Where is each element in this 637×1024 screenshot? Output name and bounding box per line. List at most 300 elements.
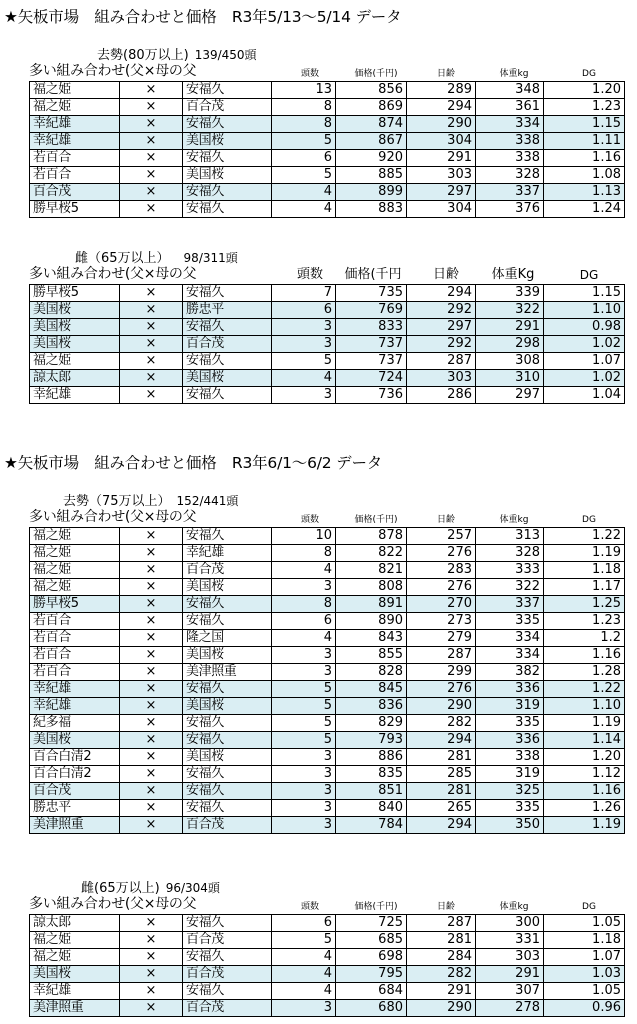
dg-cell: 1.18: [544, 932, 625, 949]
heads-cell: 5: [272, 732, 336, 749]
sire-cell: 勝忠平: [30, 800, 120, 817]
combo-header: 多い組み合わせ(父×母の父: [29, 63, 197, 79]
combo-table: [29, 914, 625, 1017]
dg-cell: 1.03: [544, 966, 625, 983]
dg-cell: 1.12: [544, 766, 625, 783]
heads-cell: 8: [272, 596, 336, 613]
sire-cell: 福之姫: [30, 562, 120, 579]
table-row: [30, 630, 625, 647]
dg-cell: 1.2: [544, 630, 625, 647]
heads-cell: 4: [272, 966, 336, 983]
price-cell: 793: [336, 732, 407, 749]
dam-sire-cell: 安福久: [183, 82, 272, 99]
heads-cell: 3: [272, 319, 336, 336]
cross-cell: ×: [120, 528, 183, 545]
sire-cell: 美津照重: [30, 817, 120, 834]
sire-cell: 美国桜: [30, 302, 120, 319]
cross-cell: ×: [120, 562, 183, 579]
heads-header: 頭数: [296, 267, 323, 282]
dg-cell: 1.19: [544, 545, 625, 562]
dam-sire-cell: 美国桜: [183, 370, 272, 387]
heads-cell: 8: [272, 545, 336, 562]
dg-header: DG: [582, 69, 596, 79]
price-cell: 878: [336, 528, 407, 545]
cross-cell: ×: [120, 1000, 183, 1017]
heads-cell: 3: [272, 783, 336, 800]
price-cell: 737: [336, 336, 407, 353]
table-row: [30, 579, 625, 596]
dg-cell: 1.16: [544, 783, 625, 800]
price-cell: 840: [336, 800, 407, 817]
sire-cell: 若百合: [30, 630, 120, 647]
weight-cell: 319: [476, 698, 544, 715]
heads-cell: 6: [272, 915, 336, 932]
cross-cell: ×: [120, 353, 183, 370]
weight-cell: 376: [476, 201, 544, 218]
weight-cell: 334: [476, 647, 544, 664]
dg-cell: 1.07: [544, 353, 625, 370]
weight-header: 体重kg: [499, 69, 529, 79]
group-category: 去勢（75万以上）: [63, 494, 171, 509]
age-cell: 297: [407, 184, 476, 201]
dam-sire-cell: 安福久: [183, 528, 272, 545]
dg-cell: 1.04: [544, 387, 625, 404]
dg-header: DG: [582, 515, 596, 525]
heads-cell: 3: [272, 647, 336, 664]
weight-cell: 313: [476, 528, 544, 545]
dg-cell: 1.02: [544, 370, 625, 387]
heads-cell: 8: [272, 116, 336, 133]
sire-cell: 美国桜: [30, 319, 120, 336]
price-cell: 833: [336, 319, 407, 336]
age-cell: 283: [407, 562, 476, 579]
price-cell: 890: [336, 613, 407, 630]
age-cell: 303: [407, 167, 476, 184]
table-row: [30, 285, 625, 302]
sire-cell: 百合茂: [30, 783, 120, 800]
age-cell: 291: [407, 150, 476, 167]
sire-cell: 福之姫: [30, 949, 120, 966]
price-cell: 822: [336, 545, 407, 562]
heads-cell: 7: [272, 285, 336, 302]
dam-sire-cell: 美国桜: [183, 133, 272, 150]
dam-sire-cell: 美国桜: [183, 167, 272, 184]
dam-sire-cell: 勝忠平: [183, 302, 272, 319]
weight-cell: 348: [476, 82, 544, 99]
cross-cell: ×: [120, 82, 183, 99]
table-row: [30, 817, 625, 834]
age-cell: 289: [407, 82, 476, 99]
weight-cell: 278: [476, 1000, 544, 1017]
combo-header: 多い組み合わせ(父×母の父: [29, 266, 197, 282]
dam-sire-cell: 安福久: [183, 766, 272, 783]
price-cell: 736: [336, 387, 407, 404]
sire-cell: 幸紀雄: [30, 387, 120, 404]
cross-cell: ×: [120, 647, 183, 664]
heads-cell: 5: [272, 932, 336, 949]
table-header: [29, 63, 624, 80]
price-cell: 724: [336, 370, 407, 387]
sire-cell: 勝早桜5: [30, 201, 120, 218]
age-cell: 303: [407, 370, 476, 387]
table-row: [30, 353, 625, 370]
sire-cell: 美国桜: [30, 732, 120, 749]
weight-cell: 337: [476, 184, 544, 201]
dam-sire-cell: 安福久: [183, 184, 272, 201]
table-row: [30, 184, 625, 201]
heads-cell: 4: [272, 562, 336, 579]
sire-cell: 福之姫: [30, 82, 120, 99]
age-cell: 291: [407, 983, 476, 1000]
dg-cell: 1.18: [544, 562, 625, 579]
dam-sire-cell: 幸紀雄: [183, 545, 272, 562]
age-cell: 281: [407, 932, 476, 949]
cross-cell: ×: [120, 596, 183, 613]
price-cell: 920: [336, 150, 407, 167]
dg-cell: 1.19: [544, 817, 625, 834]
age-cell: 287: [407, 647, 476, 664]
price-cell: 737: [336, 353, 407, 370]
age-cell: 290: [407, 116, 476, 133]
price-cell: 680: [336, 1000, 407, 1017]
dam-sire-cell: 安福久: [183, 150, 272, 167]
table-row: [30, 116, 625, 133]
price-header: 価格(千円): [354, 69, 398, 79]
price-cell: 867: [336, 133, 407, 150]
heads-cell: 5: [272, 681, 336, 698]
cross-cell: ×: [120, 800, 183, 817]
dg-cell: 1.10: [544, 698, 625, 715]
combo-header: 多い組み合わせ(父×母の父: [29, 509, 197, 525]
price-cell: 835: [336, 766, 407, 783]
price-cell: 851: [336, 783, 407, 800]
dam-sire-cell: 美国桜: [183, 749, 272, 766]
table-row: [30, 336, 625, 353]
age-cell: 304: [407, 133, 476, 150]
weight-cell: 307: [476, 983, 544, 1000]
price-cell: 885: [336, 167, 407, 184]
group-category: 去勢(80万以上): [97, 48, 189, 63]
cross-cell: ×: [120, 613, 183, 630]
weight-cell: 338: [476, 150, 544, 167]
sire-cell: 美国桜: [30, 966, 120, 983]
heads-cell: 3: [272, 749, 336, 766]
price-cell: 899: [336, 184, 407, 201]
heads-cell: 13: [272, 82, 336, 99]
price-cell: 784: [336, 817, 407, 834]
sire-cell: 勝早桜5: [30, 285, 120, 302]
weight-cell: 303: [476, 949, 544, 966]
cross-cell: ×: [120, 99, 183, 116]
dam-sire-cell: 安福久: [183, 613, 272, 630]
weight-cell: 382: [476, 664, 544, 681]
weight-cell: 336: [476, 681, 544, 698]
age-cell: 294: [407, 732, 476, 749]
age-cell: 282: [407, 715, 476, 732]
table-header: [29, 509, 624, 526]
heads-cell: 3: [272, 387, 336, 404]
cross-cell: ×: [120, 370, 183, 387]
dg-cell: 1.07: [544, 949, 625, 966]
cross-cell: ×: [120, 983, 183, 1000]
age-cell: 276: [407, 545, 476, 562]
table-row: [30, 983, 625, 1000]
weight-cell: 300: [476, 915, 544, 932]
table-row: [30, 319, 625, 336]
price-cell: 795: [336, 966, 407, 983]
weight-cell: 335: [476, 613, 544, 630]
heads-cell: 5: [272, 167, 336, 184]
table-row: [30, 562, 625, 579]
heads-cell: 4: [272, 184, 336, 201]
cross-cell: ×: [120, 116, 183, 133]
table-row: [30, 201, 625, 218]
dg-cell: 1.16: [544, 150, 625, 167]
weight-cell: 361: [476, 99, 544, 116]
age-cell: 297: [407, 319, 476, 336]
age-cell: 273: [407, 613, 476, 630]
age-header: 日齢: [436, 902, 455, 912]
price-cell: 808: [336, 579, 407, 596]
dg-cell: 1.05: [544, 983, 625, 1000]
table-row: [30, 82, 625, 99]
dam-sire-cell: 百合茂: [183, 99, 272, 116]
dam-sire-cell: 百合茂: [183, 966, 272, 983]
age-cell: 292: [407, 302, 476, 319]
table-row: [30, 800, 625, 817]
sire-cell: 福之姫: [30, 353, 120, 370]
weight-cell: 308: [476, 353, 544, 370]
dg-cell: 1.10: [544, 302, 625, 319]
heads-cell: 5: [272, 353, 336, 370]
sire-cell: 百合白清2: [30, 766, 120, 783]
heads-cell: 4: [272, 983, 336, 1000]
age-cell: 286: [407, 387, 476, 404]
age-cell: 257: [407, 528, 476, 545]
dam-sire-cell: 百合茂: [183, 1000, 272, 1017]
table-row: [30, 528, 625, 545]
sire-cell: 若百合: [30, 647, 120, 664]
price-cell: 874: [336, 116, 407, 133]
dam-sire-cell: 安福久: [183, 319, 272, 336]
cross-cell: ×: [120, 817, 183, 834]
cross-cell: ×: [120, 336, 183, 353]
age-cell: 304: [407, 201, 476, 218]
cross-cell: ×: [120, 133, 183, 150]
cross-cell: ×: [120, 319, 183, 336]
age-cell: 285: [407, 766, 476, 783]
weight-cell: 325: [476, 783, 544, 800]
price-cell: 725: [336, 915, 407, 932]
heads-cell: 3: [272, 817, 336, 834]
cross-cell: ×: [120, 732, 183, 749]
dg-cell: 1.15: [544, 285, 625, 302]
heads-cell: 8: [272, 99, 336, 116]
dg-cell: 0.96: [544, 1000, 625, 1017]
age-cell: 279: [407, 630, 476, 647]
table-row: [30, 966, 625, 983]
dg-cell: 1.02: [544, 336, 625, 353]
price-cell: 698: [336, 949, 407, 966]
dg-cell: 1.24: [544, 201, 625, 218]
heads-cell: 6: [272, 150, 336, 167]
sire-cell: 百合白清2: [30, 749, 120, 766]
table-row: [30, 1000, 625, 1017]
table-header: [29, 266, 624, 283]
weight-cell: 297: [476, 387, 544, 404]
age-header: 日齢: [436, 515, 455, 525]
weight-cell: 319: [476, 766, 544, 783]
dg-cell: 1.28: [544, 664, 625, 681]
dg-cell: 1.13: [544, 184, 625, 201]
dam-sire-cell: 安福久: [183, 201, 272, 218]
weight-cell: 322: [476, 302, 544, 319]
cross-cell: ×: [120, 201, 183, 218]
dam-sire-cell: 安福久: [183, 783, 272, 800]
dg-cell: 1.23: [544, 99, 625, 116]
dam-sire-cell: 百合茂: [183, 336, 272, 353]
weight-cell: 339: [476, 285, 544, 302]
cross-cell: ×: [120, 766, 183, 783]
dam-sire-cell: 美国桜: [183, 579, 272, 596]
table-row: [30, 749, 625, 766]
weight-cell: 291: [476, 319, 544, 336]
dam-sire-cell: 百合茂: [183, 562, 272, 579]
age-header: 日齢: [436, 69, 455, 79]
age-cell: 282: [407, 966, 476, 983]
price-cell: 891: [336, 596, 407, 613]
weight-cell: 350: [476, 817, 544, 834]
sire-cell: 諒太郎: [30, 915, 120, 932]
weight-cell: 298: [476, 336, 544, 353]
table-row: [30, 664, 625, 681]
table-row: [30, 613, 625, 630]
sire-cell: 諒太郎: [30, 370, 120, 387]
weight-cell: 291: [476, 966, 544, 983]
age-cell: 281: [407, 783, 476, 800]
sire-cell: 幸紀雄: [30, 983, 120, 1000]
heads-header: 頭数: [300, 902, 319, 912]
age-cell: 290: [407, 1000, 476, 1017]
weight-cell: 322: [476, 579, 544, 596]
weight-cell: 338: [476, 749, 544, 766]
table-row: [30, 99, 625, 116]
dam-sire-cell: 百合茂: [183, 932, 272, 949]
weight-header: 体重Kg: [491, 267, 535, 282]
table-row: [30, 698, 625, 715]
dg-cell: 1.15: [544, 116, 625, 133]
dg-cell: 1.14: [544, 732, 625, 749]
cross-cell: ×: [120, 579, 183, 596]
combo-header: 多い組み合わせ(父×母の父: [29, 896, 197, 912]
heads-header: 頭数: [300, 515, 319, 525]
heads-cell: 6: [272, 302, 336, 319]
heads-cell: 3: [272, 336, 336, 353]
heads-cell: 3: [272, 664, 336, 681]
cross-cell: ×: [120, 630, 183, 647]
price-cell: 685: [336, 932, 407, 949]
price-header: 価格(千円): [354, 515, 398, 525]
sire-cell: 福之姫: [30, 545, 120, 562]
group-count: 96/304頭: [165, 881, 220, 895]
age-cell: 276: [407, 681, 476, 698]
age-cell: 287: [407, 915, 476, 932]
age-cell: 294: [407, 285, 476, 302]
table-row: [30, 715, 625, 732]
heads-cell: 5: [272, 715, 336, 732]
combo-table: [29, 527, 625, 834]
heads-cell: 4: [272, 630, 336, 647]
price-header: 価格(千円): [354, 902, 398, 912]
cross-cell: ×: [120, 932, 183, 949]
dam-sire-cell: 安福久: [183, 915, 272, 932]
group-count: 152/441頭: [176, 494, 239, 508]
table-header: [29, 896, 624, 913]
table-row: [30, 167, 625, 184]
dg-cell: 1.08: [544, 167, 625, 184]
age-cell: 265: [407, 800, 476, 817]
dg-cell: 1.25: [544, 596, 625, 613]
price-cell: 821: [336, 562, 407, 579]
age-cell: 294: [407, 99, 476, 116]
age-header: 日齢: [432, 267, 459, 282]
sire-cell: 福之姫: [30, 99, 120, 116]
dg-header: DG: [579, 268, 599, 282]
sire-cell: 若百合: [30, 664, 120, 681]
price-cell: 769: [336, 302, 407, 319]
dam-sire-cell: 安福久: [183, 949, 272, 966]
sire-cell: 若百合: [30, 613, 120, 630]
dg-cell: 1.22: [544, 681, 625, 698]
cross-cell: ×: [120, 681, 183, 698]
age-cell: 287: [407, 353, 476, 370]
weight-cell: 335: [476, 800, 544, 817]
sire-cell: 勝早桜5: [30, 596, 120, 613]
sire-cell: 若百合: [30, 167, 120, 184]
sire-cell: 若百合: [30, 150, 120, 167]
cross-cell: ×: [120, 150, 183, 167]
dg-cell: 1.11: [544, 133, 625, 150]
weight-cell: 310: [476, 370, 544, 387]
sire-cell: 福之姫: [30, 932, 120, 949]
dam-sire-cell: 安福久: [183, 387, 272, 404]
age-cell: 281: [407, 749, 476, 766]
table-row: [30, 932, 625, 949]
group-count: 139/450頭: [194, 48, 257, 62]
weight-cell: 335: [476, 715, 544, 732]
group-count: 98/311頭: [183, 251, 238, 265]
table-row: [30, 949, 625, 966]
dam-sire-cell: 安福久: [183, 983, 272, 1000]
price-cell: 836: [336, 698, 407, 715]
table-row: [30, 545, 625, 562]
group-category: 雌（65万以上）: [75, 251, 170, 266]
table-row: [30, 596, 625, 613]
heads-cell: 6: [272, 613, 336, 630]
weight-cell: 331: [476, 932, 544, 949]
weight-cell: 333: [476, 562, 544, 579]
table-row: [30, 681, 625, 698]
sire-cell: 幸紀雄: [30, 133, 120, 150]
weight-cell: 328: [476, 167, 544, 184]
dam-sire-cell: 美津照重: [183, 664, 272, 681]
age-cell: 290: [407, 698, 476, 715]
price-cell: 855: [336, 647, 407, 664]
cross-cell: ×: [120, 545, 183, 562]
price-cell: 684: [336, 983, 407, 1000]
combo-table: [29, 284, 625, 404]
section-title: ★矢板市場 組み合わせと価格 R3年5/13〜5/14 データ: [4, 8, 402, 26]
